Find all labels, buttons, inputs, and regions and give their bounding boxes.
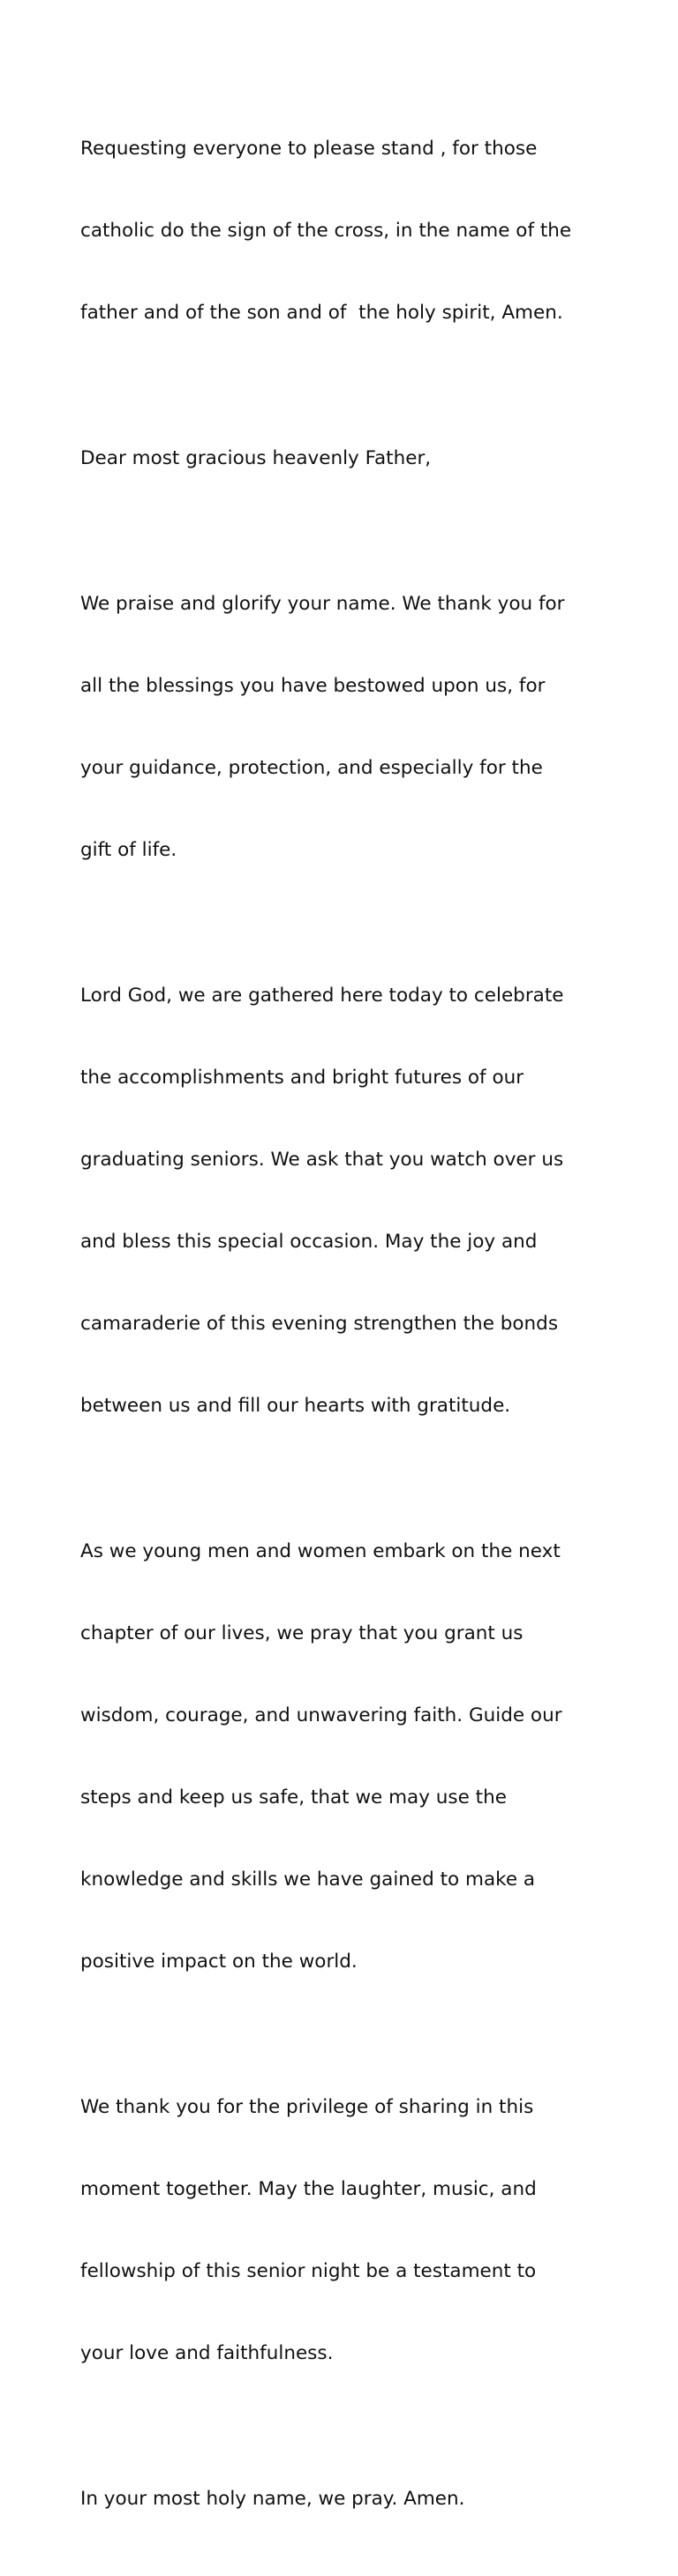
text-line: between us and fill our hearts with gratitude. (80, 1395, 511, 1417)
text-line: Requesting everyone to please stand , for those (80, 138, 538, 160)
text-line: chapter of our lives, we pray that you grant us (80, 1622, 524, 1644)
paragraph-salutation (80, 390, 610, 527)
text-line: positive impact on the world. (80, 1951, 358, 1973)
paragraph-opening-call (80, 80, 610, 381)
text-line: your love and faithfulness. (80, 2342, 334, 2364)
text-line: all the blessings you have bestowed upon us, for (80, 675, 546, 697)
paragraph-thanks (80, 2039, 610, 2422)
paragraph-gathering (80, 927, 610, 1474)
text-line: and bless this special occasion. May the joy and (80, 1231, 538, 1253)
text-line: moment together. May the laughter, music, and (80, 2178, 537, 2200)
text-line: wisdom, courage, and unwavering faith. Guide our (80, 1704, 562, 1726)
text-line: Dear most gracious heavenly Father, (80, 447, 432, 469)
text-line: We thank you for the privilege of sharing in this (80, 2096, 534, 2118)
document-body (80, 80, 610, 2576)
paragraph-closing (80, 2430, 610, 2567)
text-line: We praise and glorify your name. We thank you for (80, 593, 565, 615)
text-line: father and of the son and of the holy spirit, Amen. (80, 302, 563, 324)
text-line: the accomplishments and bright futures of our (80, 1067, 524, 1089)
text-line: Lord God, we are gathered here today to celebrate (80, 985, 564, 1007)
text-line: catholic do the sign of the cross, in the name of the (80, 220, 572, 242)
text-line: graduating seniors. We ask that you watch over us (80, 1149, 564, 1171)
text-line: fellowship of this senior night be a testament to (80, 2260, 537, 2282)
text-line: your guidance, protection, and especially for the (80, 757, 543, 779)
text-line: As we young men and women embark on the next (80, 1540, 561, 1562)
text-line: gift of life. (80, 839, 177, 861)
text-line: knowledge and skills we have gained to make a (80, 1868, 536, 1891)
text-line: camaraderie of this evening strengthen the bonds (80, 1313, 559, 1335)
paragraph-next-chapter (80, 1483, 610, 2030)
text-line: In your most holy name, we pray. Amen. (80, 2488, 465, 2510)
paragraph-praise (80, 535, 610, 918)
text-line: steps and keep us safe, that we may use the (80, 1786, 507, 1808)
